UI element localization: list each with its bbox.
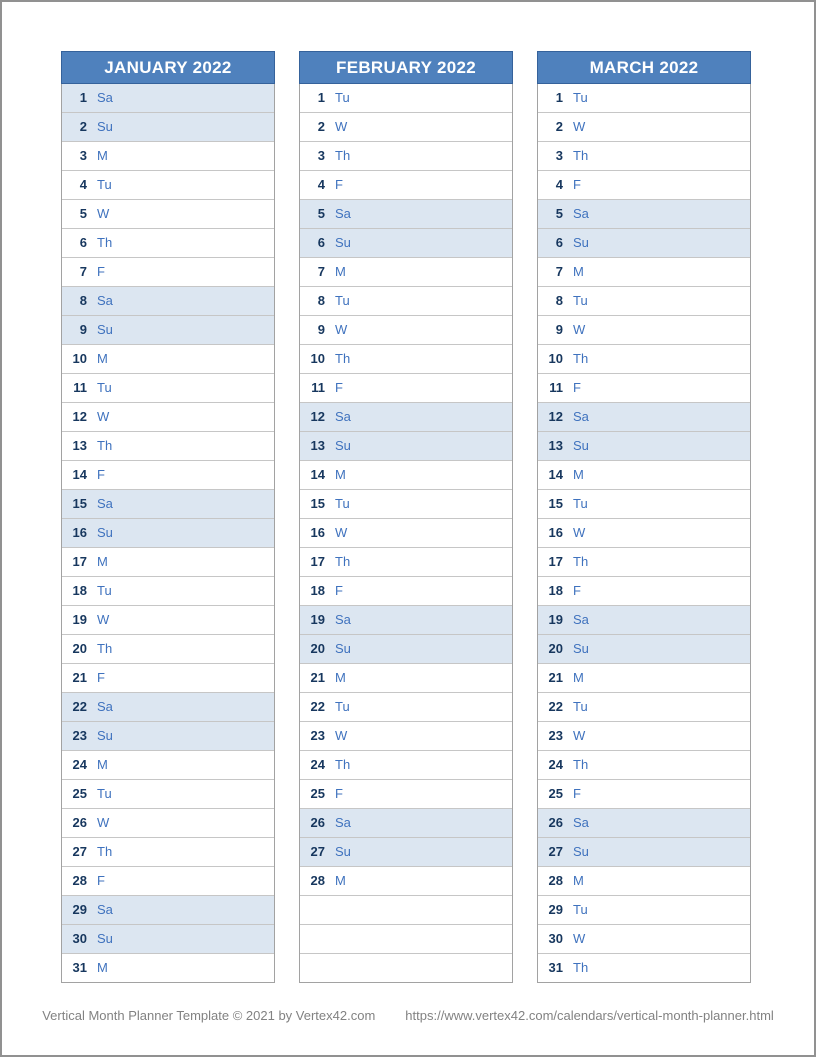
weekday-abbr: M xyxy=(335,873,346,888)
day-number: 27 xyxy=(72,844,87,859)
weekday-abbr: M xyxy=(97,960,108,975)
weekday-abbr: Tu xyxy=(573,293,588,308)
weekday-abbr: Tu xyxy=(335,90,350,105)
day-number: 2 xyxy=(79,119,87,134)
day-number: 14 xyxy=(310,467,325,482)
day-row xyxy=(538,258,750,287)
day-row xyxy=(62,84,274,113)
weekday-abbr: Sa xyxy=(335,815,351,830)
day-row xyxy=(300,838,512,867)
month-body xyxy=(537,84,751,983)
day-row xyxy=(62,200,274,229)
day-number: 17 xyxy=(310,554,325,569)
weekday-abbr: Tu xyxy=(573,902,588,917)
day-row xyxy=(300,200,512,229)
weekday-abbr: Th xyxy=(97,438,113,453)
day-row xyxy=(300,432,512,461)
month-column xyxy=(61,51,275,983)
weekday-abbr: Tu xyxy=(97,786,112,801)
day-row xyxy=(538,316,750,345)
day-number: 24 xyxy=(310,757,325,772)
day-number: 14 xyxy=(548,467,563,482)
day-number: 29 xyxy=(548,902,563,917)
day-row xyxy=(538,461,750,490)
day-row xyxy=(538,403,750,432)
day-row xyxy=(538,722,750,751)
months-row xyxy=(2,2,814,983)
day-number: 20 xyxy=(72,641,87,656)
weekday-abbr: Sa xyxy=(335,409,351,424)
day-row xyxy=(538,664,750,693)
month-title: FEBRUARY 2022 xyxy=(336,58,476,77)
day-number: 31 xyxy=(548,960,563,975)
day-row xyxy=(62,519,274,548)
day-row xyxy=(538,548,750,577)
weekday-abbr: Su xyxy=(573,438,589,453)
day-number: 25 xyxy=(72,786,87,801)
day-row xyxy=(300,345,512,374)
day-number: 16 xyxy=(548,525,563,540)
day-row xyxy=(62,751,274,780)
day-number: 2 xyxy=(555,119,563,134)
weekday-abbr: Su xyxy=(97,728,113,743)
weekday-abbr: Sa xyxy=(573,409,589,424)
day-number: 30 xyxy=(72,931,87,946)
weekday-abbr: Th xyxy=(97,235,113,250)
day-row xyxy=(300,548,512,577)
weekday-abbr: M xyxy=(573,873,584,888)
weekday-abbr: M xyxy=(335,670,346,685)
day-row xyxy=(62,838,274,867)
day-number: 18 xyxy=(72,583,87,598)
weekday-abbr: Sa xyxy=(97,293,113,308)
day-number: 9 xyxy=(317,322,325,337)
day-number: 12 xyxy=(310,409,325,424)
day-number: 17 xyxy=(72,554,87,569)
day-number: 19 xyxy=(310,612,325,627)
day-row xyxy=(300,461,512,490)
day-row xyxy=(538,84,750,113)
day-row xyxy=(62,403,274,432)
weekday-abbr: M xyxy=(573,467,584,482)
day-number: 19 xyxy=(548,612,563,627)
weekday-abbr: Th xyxy=(573,960,589,975)
day-row xyxy=(300,403,512,432)
day-row xyxy=(300,780,512,809)
day-number: 21 xyxy=(548,670,563,685)
weekday-abbr: F xyxy=(573,380,581,395)
day-number: 27 xyxy=(310,844,325,859)
weekday-abbr: M xyxy=(97,554,108,569)
day-number: 22 xyxy=(548,699,563,714)
day-number: 20 xyxy=(548,641,563,656)
weekday-abbr: Tu xyxy=(335,496,350,511)
weekday-abbr: Th xyxy=(573,148,589,163)
weekday-abbr: F xyxy=(335,786,343,801)
day-row xyxy=(62,461,274,490)
weekday-abbr: Tu xyxy=(335,293,350,308)
weekday-abbr: F xyxy=(573,177,581,192)
weekday-abbr: W xyxy=(573,119,586,134)
day-number: 9 xyxy=(555,322,563,337)
day-row xyxy=(538,432,750,461)
day-number: 18 xyxy=(310,583,325,598)
day-number: 8 xyxy=(79,293,87,308)
day-number: 26 xyxy=(548,815,563,830)
weekday-abbr: Sa xyxy=(573,612,589,627)
day-number: 15 xyxy=(548,496,563,511)
day-number: 1 xyxy=(317,90,325,105)
day-number: 15 xyxy=(310,496,325,511)
weekday-abbr: Th xyxy=(335,757,351,772)
weekday-abbr: M xyxy=(573,264,584,279)
month-column xyxy=(299,51,513,983)
day-row xyxy=(300,809,512,838)
day-row xyxy=(538,171,750,200)
weekday-abbr: Th xyxy=(573,351,589,366)
day-row xyxy=(62,780,274,809)
day-number: 21 xyxy=(72,670,87,685)
day-number: 4 xyxy=(555,177,563,192)
weekday-abbr: Su xyxy=(97,931,113,946)
weekday-abbr: M xyxy=(97,757,108,772)
day-row xyxy=(62,258,274,287)
day-number: 5 xyxy=(555,206,563,221)
day-row xyxy=(538,635,750,664)
day-number: 10 xyxy=(310,351,325,366)
day-row xyxy=(300,142,512,171)
day-number: 20 xyxy=(310,641,325,656)
weekday-abbr: Th xyxy=(335,554,351,569)
day-row xyxy=(62,635,274,664)
month-title: MARCH 2022 xyxy=(589,58,699,77)
weekday-abbr: Sa xyxy=(97,902,113,917)
weekday-abbr: F xyxy=(573,583,581,598)
day-number: 19 xyxy=(72,612,87,627)
day-number: 17 xyxy=(548,554,563,569)
weekday-abbr: F xyxy=(335,583,343,598)
day-number: 4 xyxy=(79,177,87,192)
day-number: 9 xyxy=(79,322,87,337)
month-header xyxy=(537,51,751,84)
day-number: 25 xyxy=(310,786,325,801)
month-header xyxy=(299,51,513,84)
weekday-abbr: Tu xyxy=(573,699,588,714)
day-row xyxy=(538,142,750,171)
day-row xyxy=(62,142,274,171)
weekday-abbr: W xyxy=(573,931,586,946)
day-row xyxy=(62,374,274,403)
day-row xyxy=(62,896,274,925)
day-number: 6 xyxy=(555,235,563,250)
day-row xyxy=(300,316,512,345)
day-number: 24 xyxy=(72,757,87,772)
weekday-abbr: F xyxy=(335,177,343,192)
day-number: 3 xyxy=(79,148,87,163)
day-row xyxy=(300,867,512,896)
weekday-abbr: W xyxy=(97,815,110,830)
day-row xyxy=(62,954,274,982)
day-row xyxy=(538,896,750,925)
day-row xyxy=(62,809,274,838)
day-number: 3 xyxy=(317,148,325,163)
weekday-abbr: Th xyxy=(573,554,589,569)
weekday-abbr: Sa xyxy=(573,815,589,830)
day-number: 5 xyxy=(79,206,87,221)
weekday-abbr: Sa xyxy=(97,699,113,714)
day-number: 22 xyxy=(72,699,87,714)
day-row xyxy=(300,693,512,722)
day-row xyxy=(300,287,512,316)
day-row xyxy=(300,635,512,664)
day-number: 27 xyxy=(548,844,563,859)
weekday-abbr: Su xyxy=(573,235,589,250)
page-footer xyxy=(2,1008,814,1023)
day-row xyxy=(300,258,512,287)
weekday-abbr: Sa xyxy=(335,206,351,221)
day-row xyxy=(538,780,750,809)
day-number: 11 xyxy=(549,380,563,395)
blank-row xyxy=(300,925,512,954)
day-number: 22 xyxy=(310,699,325,714)
day-row xyxy=(538,519,750,548)
weekday-abbr: Th xyxy=(335,351,351,366)
day-row xyxy=(538,200,750,229)
weekday-abbr: Su xyxy=(97,322,113,337)
day-number: 28 xyxy=(310,873,325,888)
day-number: 25 xyxy=(548,786,563,801)
weekday-abbr: Sa xyxy=(97,90,113,105)
weekday-abbr: M xyxy=(573,670,584,685)
day-row xyxy=(300,171,512,200)
day-number: 24 xyxy=(548,757,563,772)
day-number: 23 xyxy=(72,728,87,743)
weekday-abbr: Su xyxy=(97,525,113,540)
weekday-abbr: W xyxy=(335,322,348,337)
blank-row xyxy=(300,954,512,982)
weekday-abbr: M xyxy=(335,467,346,482)
weekday-abbr: W xyxy=(97,206,110,221)
day-row xyxy=(62,577,274,606)
day-row xyxy=(538,693,750,722)
day-number: 4 xyxy=(317,177,325,192)
day-number: 7 xyxy=(79,264,87,279)
day-row xyxy=(62,316,274,345)
weekday-abbr: Th xyxy=(335,148,351,163)
day-row xyxy=(62,606,274,635)
day-row xyxy=(538,374,750,403)
day-row xyxy=(538,925,750,954)
day-row xyxy=(62,490,274,519)
blank-row xyxy=(300,896,512,925)
weekday-abbr: Su xyxy=(335,844,351,859)
day-number: 15 xyxy=(72,496,87,511)
day-number: 26 xyxy=(72,815,87,830)
day-number: 3 xyxy=(555,148,563,163)
day-row xyxy=(538,809,750,838)
footer-url: https://www.vertex42.com/calendars/vertical-month-planner.html xyxy=(405,1008,774,1023)
day-row xyxy=(62,432,274,461)
day-row xyxy=(538,954,750,982)
day-number: 8 xyxy=(555,293,563,308)
weekday-abbr: Tu xyxy=(335,699,350,714)
day-row xyxy=(300,113,512,142)
day-row xyxy=(62,113,274,142)
day-row xyxy=(62,229,274,258)
day-number: 6 xyxy=(79,235,87,250)
day-row xyxy=(62,664,274,693)
day-row xyxy=(538,113,750,142)
day-row xyxy=(300,229,512,258)
weekday-abbr: F xyxy=(97,264,105,279)
day-number: 14 xyxy=(72,467,87,482)
day-row xyxy=(300,519,512,548)
day-row xyxy=(300,664,512,693)
day-number: 12 xyxy=(72,409,87,424)
weekday-abbr: Su xyxy=(335,438,351,453)
day-row xyxy=(538,287,750,316)
day-row xyxy=(538,229,750,258)
weekday-abbr: F xyxy=(97,467,105,482)
weekday-abbr: Su xyxy=(335,235,351,250)
day-number: 1 xyxy=(79,90,87,105)
day-number: 31 xyxy=(72,960,87,975)
weekday-abbr: F xyxy=(97,670,105,685)
weekday-abbr: W xyxy=(335,119,348,134)
weekday-abbr: Sa xyxy=(335,612,351,627)
weekday-abbr: W xyxy=(335,525,348,540)
day-row xyxy=(62,548,274,577)
day-number: 1 xyxy=(555,90,563,105)
day-number: 29 xyxy=(72,902,87,917)
day-row xyxy=(300,490,512,519)
day-row xyxy=(62,345,274,374)
day-number: 10 xyxy=(548,351,563,366)
weekday-abbr: W xyxy=(573,322,586,337)
day-row xyxy=(538,751,750,780)
day-number: 2 xyxy=(317,119,325,134)
weekday-abbr: Tu xyxy=(573,496,588,511)
weekday-abbr: Su xyxy=(97,119,113,134)
day-number: 5 xyxy=(317,206,325,221)
weekday-abbr: Su xyxy=(573,641,589,656)
weekday-abbr: F xyxy=(335,380,343,395)
day-number: 8 xyxy=(317,293,325,308)
weekday-abbr: Th xyxy=(573,757,589,772)
day-row xyxy=(300,374,512,403)
day-row xyxy=(300,606,512,635)
weekday-abbr: Tu xyxy=(97,380,112,395)
day-number: 16 xyxy=(310,525,325,540)
day-number: 28 xyxy=(548,873,563,888)
day-row xyxy=(62,867,274,896)
day-number: 30 xyxy=(548,931,563,946)
month-body xyxy=(299,84,513,983)
day-row xyxy=(538,490,750,519)
day-row xyxy=(62,287,274,316)
day-row xyxy=(300,84,512,113)
day-number: 13 xyxy=(548,438,563,453)
weekday-abbr: M xyxy=(97,148,108,163)
day-row xyxy=(538,577,750,606)
weekday-abbr: Su xyxy=(335,641,351,656)
day-row xyxy=(300,751,512,780)
weekday-abbr: M xyxy=(335,264,346,279)
day-row xyxy=(62,925,274,954)
day-row xyxy=(62,171,274,200)
day-row xyxy=(300,577,512,606)
day-number: 28 xyxy=(72,873,87,888)
weekday-abbr: Th xyxy=(97,641,113,656)
weekday-abbr: W xyxy=(573,728,586,743)
day-number: 18 xyxy=(548,583,563,598)
weekday-abbr: F xyxy=(573,786,581,801)
month-header xyxy=(61,51,275,84)
weekday-abbr: Tu xyxy=(97,583,112,598)
day-number: 10 xyxy=(72,351,87,366)
day-number: 6 xyxy=(317,235,325,250)
day-number: 16 xyxy=(72,525,87,540)
day-row xyxy=(538,606,750,635)
day-row xyxy=(62,693,274,722)
day-number: 11 xyxy=(73,380,87,395)
day-number: 13 xyxy=(72,438,87,453)
footer-credit: Vertical Month Planner Template © 2021 by Vertex42.com xyxy=(42,1008,376,1023)
day-row xyxy=(62,722,274,751)
weekday-abbr: M xyxy=(97,351,108,366)
weekday-abbr: Tu xyxy=(573,90,588,105)
weekday-abbr: W xyxy=(97,612,110,627)
day-number: 11 xyxy=(311,380,325,395)
weekday-abbr: Tu xyxy=(97,177,112,192)
day-number: 21 xyxy=(310,670,325,685)
weekday-abbr: W xyxy=(573,525,586,540)
weekday-abbr: F xyxy=(97,873,105,888)
day-number: 7 xyxy=(555,264,563,279)
weekday-abbr: W xyxy=(335,728,348,743)
day-number: 12 xyxy=(548,409,563,424)
day-number: 23 xyxy=(310,728,325,743)
weekday-abbr: W xyxy=(97,409,110,424)
month-body xyxy=(61,84,275,983)
weekday-abbr: Th xyxy=(97,844,113,859)
day-number: 7 xyxy=(317,264,325,279)
weekday-abbr: Sa xyxy=(573,206,589,221)
day-number: 13 xyxy=(310,438,325,453)
day-number: 23 xyxy=(548,728,563,743)
day-row xyxy=(538,345,750,374)
day-row xyxy=(538,838,750,867)
day-row xyxy=(300,722,512,751)
day-row xyxy=(538,867,750,896)
month-title: JANUARY 2022 xyxy=(104,58,232,77)
weekday-abbr: Su xyxy=(573,844,589,859)
day-number: 26 xyxy=(310,815,325,830)
month-column xyxy=(537,51,751,983)
weekday-abbr: Sa xyxy=(97,496,113,511)
